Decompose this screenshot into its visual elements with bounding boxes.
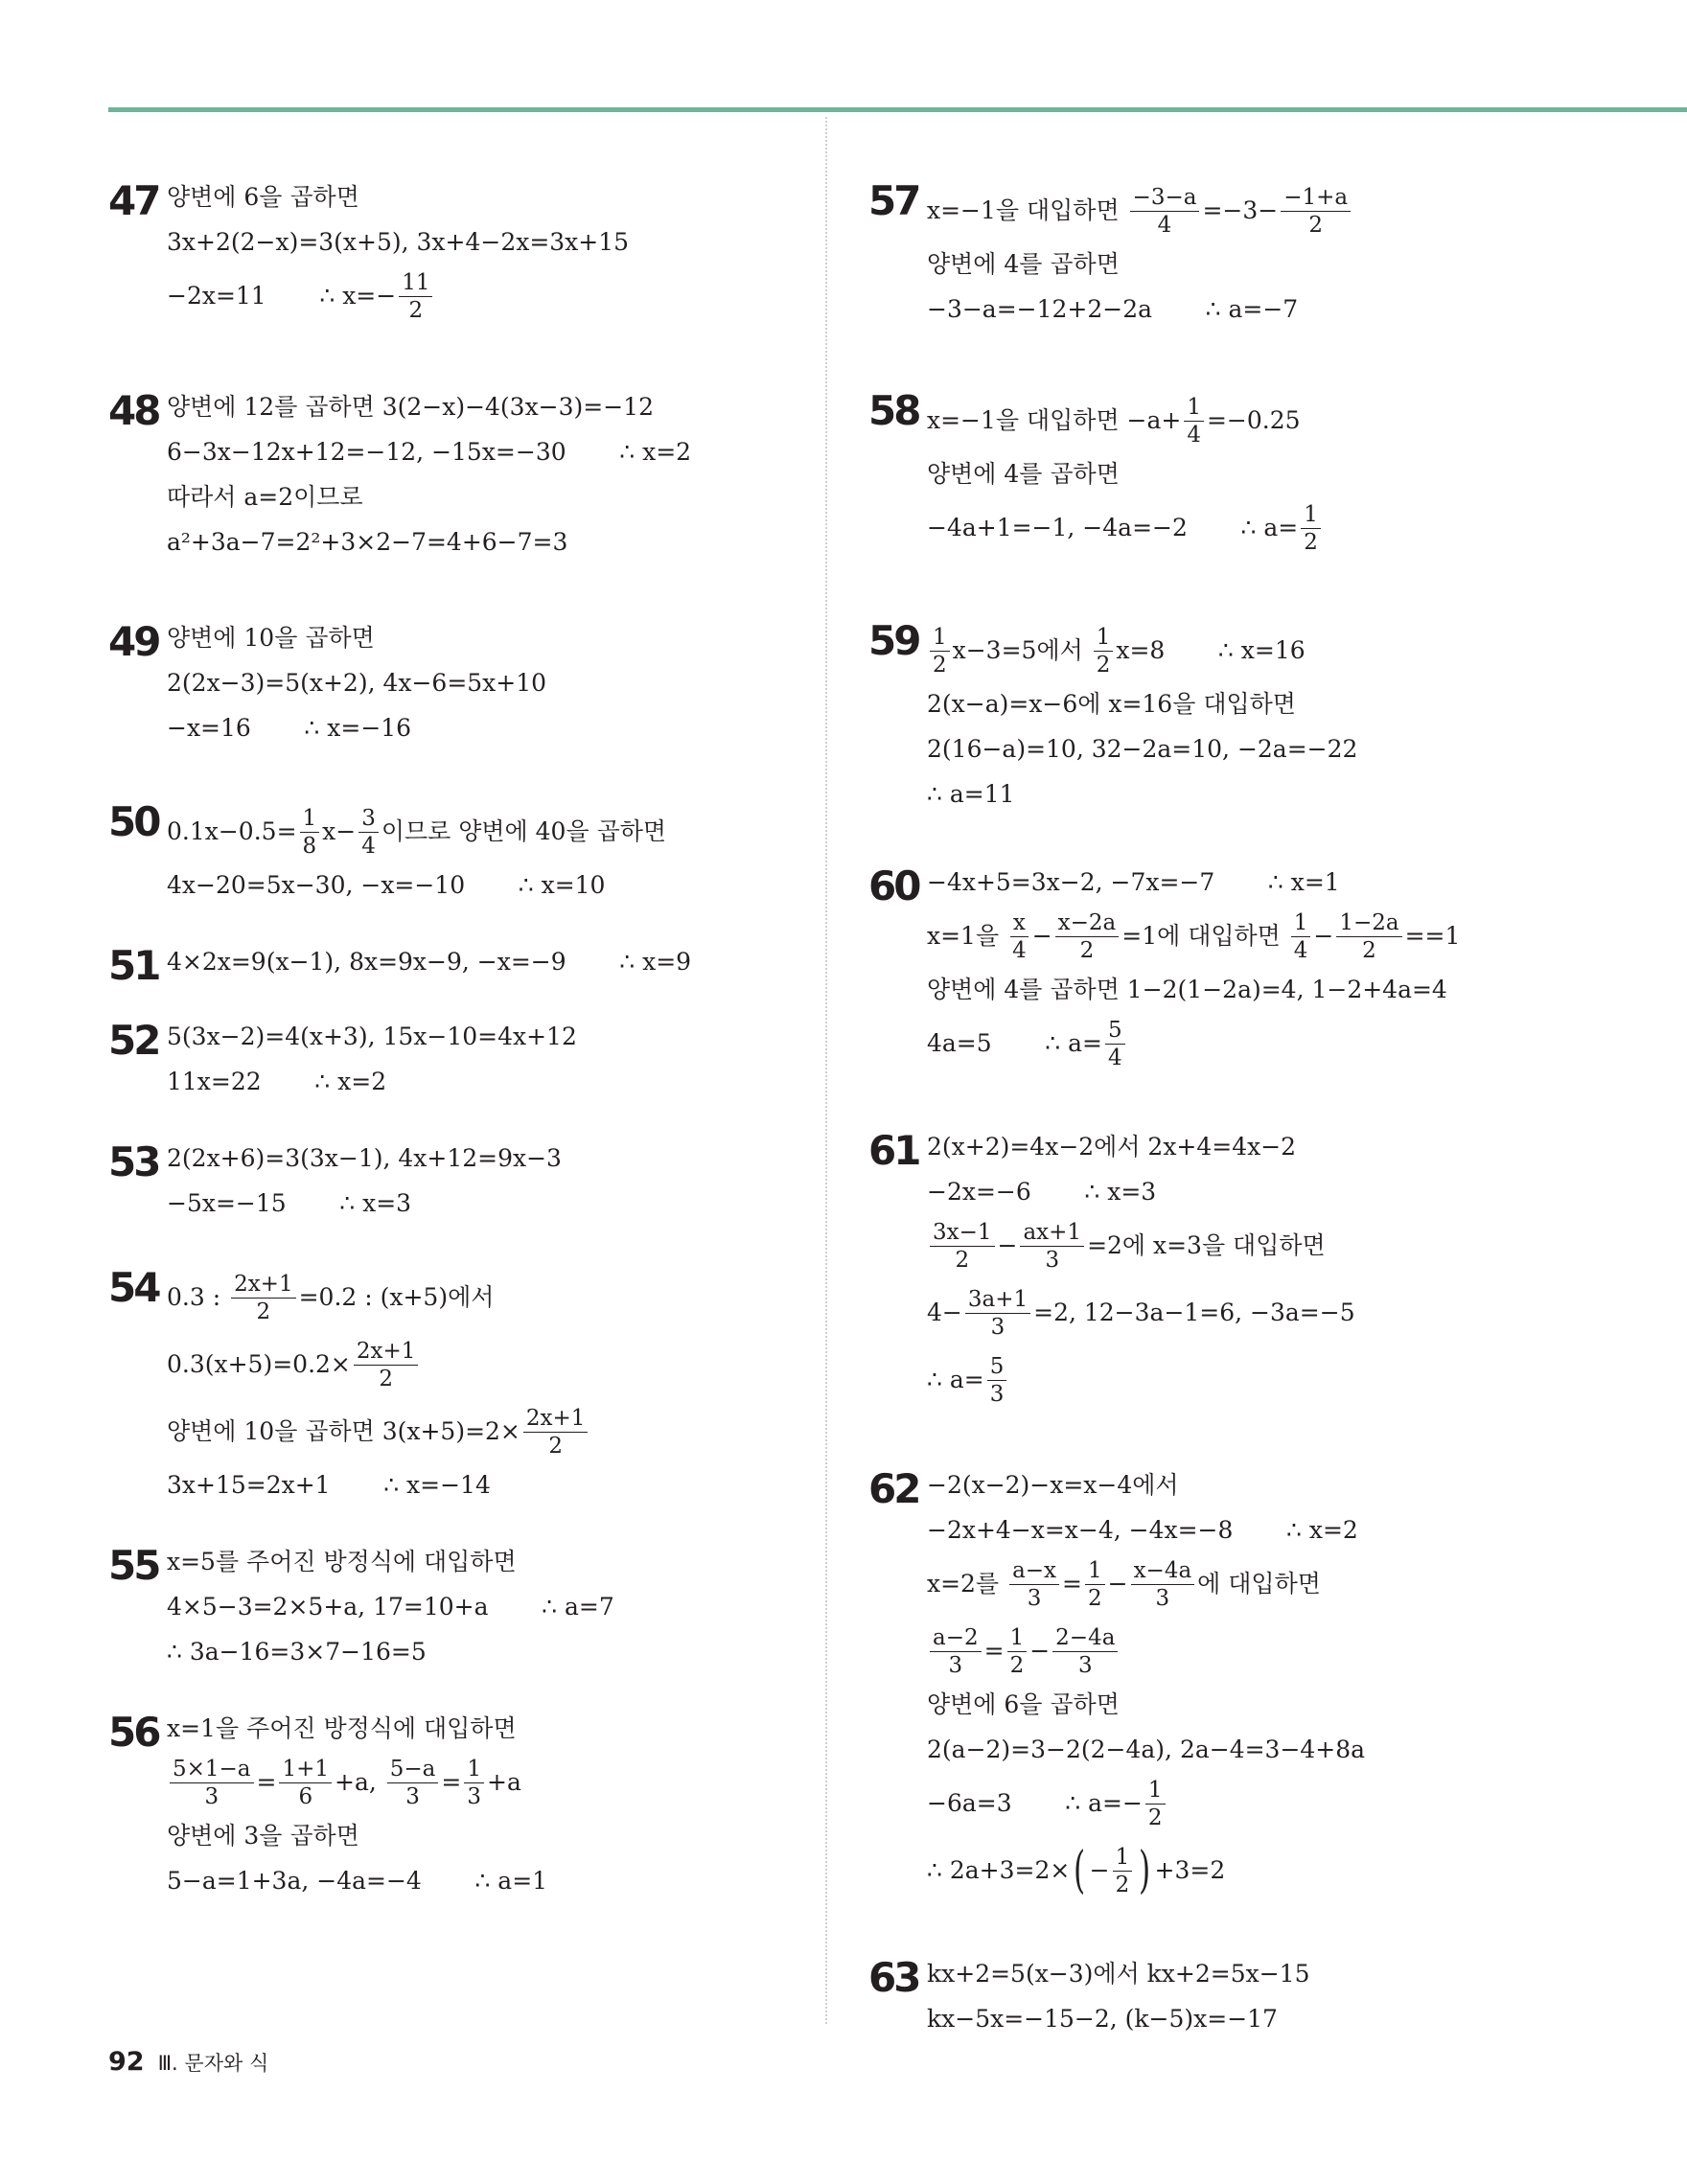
solution-line — [167, 182, 808, 213]
math-text: 양변에 4를 곱하면 1−2(1−2a)=4, 1−2+4a=4 — [927, 976, 1447, 1003]
problem-48 — [108, 387, 808, 558]
fraction — [1009, 911, 1029, 962]
fraction — [930, 1626, 982, 1677]
solution-line — [167, 437, 808, 468]
fraction — [1009, 1559, 1059, 1610]
problem-number: 58 — [868, 387, 919, 434]
problem-51 — [108, 942, 808, 989]
problem-number: 56 — [108, 1709, 159, 1756]
fraction — [1145, 1779, 1166, 1829]
solution-line — [927, 779, 1645, 810]
fraction-denominator: 2 — [1115, 1872, 1130, 1897]
math-text: 에 대입하면 — [1197, 1570, 1321, 1598]
fraction-numerator: 5×1−a — [170, 1758, 254, 1783]
math-text: x=−1을 대입하면 — [927, 196, 1127, 224]
solution-line — [927, 1555, 1645, 1613]
math-text: 2(2x−3)=5(x+2), 4x−6=5x+10 — [167, 669, 547, 697]
fraction-denominator: 2 — [1079, 937, 1095, 963]
math-text: 3x+2(2−x)=3(x+5), 3x+4−2x=3x+15 — [167, 228, 630, 256]
math-text: −2x=11 ∴ x=− — [167, 282, 397, 310]
solution-line — [927, 459, 1645, 490]
fraction — [1301, 503, 1321, 554]
fraction-denominator: 3 — [1045, 1247, 1060, 1273]
solution-line — [167, 1754, 808, 1811]
fraction — [1184, 396, 1204, 447]
problem-59 — [868, 617, 1645, 810]
fraction-numerator: 1 — [1007, 1626, 1028, 1652]
big-parenthesis: ) — [1139, 1842, 1151, 1899]
fraction-numerator: 1 — [1301, 503, 1321, 529]
solution-line — [167, 392, 808, 423]
problem-56 — [108, 1709, 808, 1897]
math-text: −x=16 ∴ x=−16 — [167, 714, 412, 742]
fraction-denominator: 2 — [1362, 937, 1376, 963]
solution-line — [927, 392, 1645, 449]
math-text: − — [1107, 1570, 1128, 1598]
math-text: x=5를 주어진 방정식에 대입하면 — [167, 1548, 517, 1575]
solution-line — [167, 947, 808, 977]
solution-line — [927, 908, 1645, 965]
math-text: 양변에 4를 곱하면 — [927, 460, 1120, 488]
problem-number: 61 — [868, 1127, 919, 1174]
fraction-numerator: 1 — [1145, 1779, 1166, 1805]
solution-line — [927, 1351, 1645, 1409]
problem-60 — [868, 862, 1645, 1072]
math-text: − — [997, 1231, 1018, 1259]
math-text: 양변에 10을 곱하면 — [167, 624, 375, 652]
math-text: 5(3x−2)=4(x+3), 15x−10=4x+12 — [167, 1023, 577, 1050]
fraction-denominator: 2 — [933, 652, 947, 678]
math-text: −2x+4−x=x−4, −4x=−8 ∴ x=2 — [927, 1516, 1358, 1544]
fraction — [1291, 911, 1311, 962]
fraction-numerator: −1+a — [1281, 186, 1351, 212]
math-text: 양변에 12를 곱하면 3(2−x)−4(3x−3)=−12 — [167, 393, 654, 421]
problem-47 — [108, 177, 808, 325]
math-text: 2(a−2)=3−2(2−4a), 2a−4=3−4+8a — [927, 1736, 1366, 1763]
fraction-numerator: 1 — [464, 1758, 484, 1783]
math-text: 양변에 6을 곱하면 — [167, 183, 359, 211]
fraction-numerator: x — [1010, 911, 1028, 937]
solution-line — [167, 1713, 808, 1744]
solution-line — [927, 1015, 1645, 1072]
math-text: ∴ 2a+3=2× — [927, 1856, 1071, 1884]
solution-line — [927, 1842, 1645, 1899]
math-text: 0.1x−0.5= — [167, 817, 297, 845]
solution-line — [927, 1177, 1645, 1207]
problem-number: 63 — [868, 1954, 919, 2001]
page-number: 92 — [108, 2047, 145, 2077]
solution-line — [927, 1470, 1645, 1501]
math-text: −2(x−2)−x=x−4에서 — [927, 1471, 1179, 1499]
math-text: 0.3(x+5)=0.2× — [167, 1350, 351, 1378]
fraction-numerator: 5−a — [387, 1758, 439, 1783]
math-text: −3−a=−12+2−2a ∴ a=−7 — [927, 295, 1299, 323]
fraction — [1131, 1559, 1195, 1610]
fraction-numerator: 3x−1 — [930, 1221, 995, 1247]
fraction-numerator: 3 — [358, 807, 379, 833]
solution-line — [927, 1735, 1645, 1765]
math-text: −5x=−15 ∴ x=3 — [167, 1189, 412, 1217]
fraction-denominator: 3 — [1155, 1585, 1170, 1611]
fraction-numerator: 2−4a — [1052, 1626, 1118, 1652]
fraction — [1052, 1626, 1118, 1677]
fraction-denominator: 4 — [1187, 422, 1201, 448]
fraction — [965, 1288, 1030, 1339]
right-column — [868, 177, 1645, 2035]
fraction-denominator: 4 — [1157, 212, 1172, 238]
fraction-denominator: 2 — [1009, 1652, 1025, 1678]
fraction-numerator: 1 — [1094, 626, 1114, 652]
problem-number: 52 — [108, 1017, 159, 1064]
math-text: 양변에 10을 곱하면 3(x+5)=2× — [167, 1417, 520, 1445]
fraction-numerator: 1 — [1291, 911, 1311, 937]
fraction-denominator: 2 — [256, 1299, 271, 1324]
fraction-numerator: −3−a — [1130, 186, 1200, 212]
problem-57 — [868, 177, 1645, 325]
math-text: =2, 12−3a−1=6, −3a=−5 — [1033, 1299, 1355, 1326]
solution-line — [167, 870, 808, 901]
fraction-denominator: 3 — [405, 1783, 420, 1809]
problem-58 — [868, 387, 1645, 557]
math-text: kx−5x=−15−2, (k−5)x=−17 — [927, 2005, 1278, 2033]
fraction-denominator: 2 — [955, 1247, 970, 1273]
page-footer — [108, 2047, 268, 2077]
solution-line — [927, 689, 1645, 720]
math-text: ∴ a= — [927, 1366, 984, 1393]
top-rule — [108, 107, 1687, 112]
math-text: = — [441, 1768, 462, 1796]
fraction — [300, 807, 320, 858]
solution-line — [167, 1067, 808, 1097]
solution-line — [927, 499, 1645, 557]
math-text: 4×2x=9(x−1), 8x=9x−9, −x=−9 ∴ x=9 — [167, 948, 692, 976]
fraction — [464, 1758, 484, 1808]
fraction-denominator: 3 — [990, 1314, 1005, 1340]
solution-line — [167, 1866, 808, 1897]
fraction-denominator: 3 — [948, 1652, 963, 1678]
fraction — [354, 1340, 419, 1391]
problem-55 — [108, 1542, 808, 1667]
fraction-denominator: 6 — [298, 1783, 313, 1809]
problem-54 — [108, 1264, 808, 1501]
math-text: a²+3a−7=2²+3×2−7=4+6−7=3 — [167, 528, 568, 556]
fraction — [1085, 1559, 1105, 1610]
fraction — [1020, 1221, 1084, 1272]
fraction-denominator: 3 — [467, 1783, 481, 1809]
fraction-denominator: 2 — [1096, 652, 1111, 678]
fraction — [1007, 1626, 1028, 1677]
fraction — [987, 1355, 1007, 1406]
math-text: −6a=3 ∴ a=− — [927, 1789, 1143, 1817]
math-text: =0.2 : (x+5)에서 — [298, 1283, 495, 1311]
math-text: =−3− — [1202, 196, 1279, 224]
fraction-denominator: 2 — [1304, 529, 1318, 555]
fraction — [231, 1273, 296, 1323]
math-text: kx+2=5(x−3)에서 kx+2=5x−15 — [927, 1960, 1310, 1988]
math-text: − — [1029, 1637, 1051, 1665]
math-text: 4×5−3=2×5+a, 17=10+a ∴ a=7 — [167, 1593, 614, 1621]
fraction — [930, 626, 950, 677]
problem-number: 54 — [108, 1264, 159, 1311]
solution-line — [167, 1022, 808, 1052]
problem-49 — [108, 618, 808, 744]
fraction-numerator: 1+1 — [279, 1758, 332, 1783]
math-text: 2(16−a)=10, 32−2a=10, −2a=−22 — [927, 735, 1358, 763]
solution-line — [167, 668, 808, 699]
math-text: +a — [487, 1768, 521, 1796]
fraction-denominator: 2 — [548, 1433, 563, 1459]
fraction-denominator: 4 — [1293, 937, 1308, 963]
problem-52 — [108, 1017, 808, 1097]
solution-line — [167, 1547, 808, 1577]
fraction-denominator: 3 — [204, 1783, 220, 1809]
solution-line — [167, 1403, 808, 1460]
fraction — [1055, 911, 1120, 962]
solution-line — [927, 249, 1645, 280]
fraction — [1130, 186, 1200, 237]
math-text: 2(x+2)=4x−2에서 2x+4=4x−2 — [927, 1133, 1297, 1161]
solution-line — [927, 734, 1645, 765]
math-text: x=1을 — [927, 922, 1007, 950]
math-text: x−3=5에서 — [952, 636, 1091, 664]
math-text: 양변에 3을 곱하면 — [167, 1822, 359, 1850]
problem-number: 51 — [108, 942, 159, 989]
problem-50 — [108, 798, 808, 901]
math-text: 2(2x+6)=3(3x−1), 4x+12=9x−3 — [167, 1144, 562, 1172]
fraction-numerator: ax+1 — [1020, 1221, 1084, 1247]
math-text: 2(x−a)=x−6에 x=16을 대입하면 — [927, 690, 1296, 718]
solution-line — [167, 227, 808, 258]
problem-62 — [868, 1465, 1645, 1899]
fraction — [1281, 186, 1351, 237]
math-text: 11x=22 ∴ x=2 — [167, 1068, 387, 1095]
solution-line — [927, 1775, 1645, 1832]
solution-line — [167, 623, 808, 654]
solution-line — [167, 1821, 808, 1851]
math-text: = — [983, 1637, 1005, 1665]
fraction-numerator: 11 — [399, 271, 432, 297]
fraction-numerator: 2x+1 — [354, 1340, 419, 1366]
big-parenthesis: ( — [1074, 1842, 1086, 1899]
solution-line — [167, 527, 808, 558]
problem-number: 49 — [108, 618, 159, 665]
math-text: x− — [322, 817, 357, 845]
fraction-numerator: a−x — [1009, 1559, 1059, 1585]
math-text: −4x+5=3x−2, −7x=−7 ∴ x=1 — [927, 868, 1340, 896]
solution-line — [167, 267, 808, 325]
solution-line — [927, 182, 1645, 240]
fraction-denominator: 4 — [1012, 937, 1027, 963]
math-text: x=8 ∴ x=16 — [1116, 636, 1306, 664]
fraction-numerator: x−4a — [1131, 1559, 1195, 1585]
solution-line — [927, 622, 1645, 679]
math-text: 따라서 a=2이므로 — [167, 483, 363, 511]
solution-line — [927, 975, 1645, 1005]
solution-line — [167, 1470, 808, 1501]
fraction-denominator: 2 — [1147, 1805, 1163, 1830]
fraction-denominator: 3 — [1077, 1652, 1093, 1678]
problem-number: 62 — [868, 1465, 919, 1512]
fraction-numerator: 3a+1 — [965, 1288, 1030, 1314]
math-text: ==1 — [1404, 922, 1461, 950]
math-text: −4a+1=−1, −4a=−2 ∴ a= — [927, 514, 1299, 541]
problem-number: 48 — [108, 387, 159, 434]
solution-line — [927, 1959, 1645, 1989]
solution-line — [927, 1690, 1645, 1720]
solution-line — [927, 1217, 1645, 1275]
math-text: x=−1을 대입하면 −a+ — [927, 406, 1182, 434]
problem-number: 53 — [108, 1138, 159, 1185]
fraction-numerator: 1 — [1085, 1559, 1105, 1585]
fraction-numerator: 1 — [300, 807, 320, 833]
fraction-numerator: 2x+1 — [231, 1273, 296, 1299]
problem-number: 59 — [868, 617, 919, 664]
fraction-numerator: x−2a — [1055, 911, 1120, 937]
fraction — [387, 1758, 439, 1808]
fraction — [1094, 626, 1114, 677]
fraction-numerator: 1 — [1113, 1846, 1133, 1872]
fraction — [523, 1407, 589, 1458]
math-text: =2에 x=3을 대입하면 — [1087, 1231, 1326, 1259]
math-text: 5−a=1+3a, −4a=−4 ∴ a=1 — [167, 1867, 548, 1895]
fraction-numerator: 1 — [1184, 396, 1204, 422]
problem-number: 50 — [108, 798, 159, 845]
fraction-denominator: 2 — [379, 1366, 393, 1391]
fraction — [279, 1758, 332, 1808]
fraction-denominator: 8 — [302, 833, 317, 859]
math-text: − — [1089, 1856, 1110, 1884]
solution-line — [167, 482, 808, 513]
fraction — [1336, 911, 1401, 962]
solution-line — [167, 713, 808, 744]
fraction-numerator: 5 — [987, 1355, 1007, 1381]
fraction — [1105, 1019, 1125, 1069]
math-text: 4a=5 ∴ a= — [927, 1029, 1102, 1057]
fraction-denominator: 4 — [1108, 1045, 1122, 1070]
math-text: 양변에 6을 곱하면 — [927, 1690, 1120, 1718]
math-text: ∴ 3a−16=3×7−16=5 — [167, 1638, 427, 1666]
fraction-denominator: 3 — [1027, 1585, 1042, 1611]
problem-63 — [868, 1954, 1645, 2035]
math-text: 이므로 양변에 40을 곱하면 — [381, 817, 666, 845]
problem-61 — [868, 1127, 1645, 1409]
math-text: ∴ a=11 — [927, 780, 1015, 808]
fraction — [170, 1758, 254, 1808]
fraction — [930, 1221, 995, 1272]
problem-53 — [108, 1138, 808, 1219]
solution-line — [927, 1622, 1645, 1680]
math-text: 0.3 : — [167, 1283, 229, 1311]
fraction-denominator: 2 — [1308, 212, 1323, 238]
solution-line — [167, 1637, 808, 1667]
math-text: − — [1313, 922, 1334, 950]
section-title: Ⅲ. 문자와 식 — [157, 2052, 269, 2075]
math-text: − — [1031, 922, 1052, 950]
fraction — [399, 271, 432, 322]
math-text: +a, — [335, 1768, 384, 1796]
solution-line — [167, 1269, 808, 1326]
fraction-denominator: 2 — [1087, 1585, 1102, 1611]
fraction-denominator: 3 — [989, 1381, 1005, 1407]
solution-line — [927, 867, 1645, 898]
fraction-numerator: 1−2a — [1336, 911, 1401, 937]
solution-line — [927, 294, 1645, 325]
solution-line — [927, 2004, 1645, 2035]
solution-line — [167, 1336, 808, 1393]
math-text: =−0.25 — [1206, 406, 1301, 434]
math-text: 3x+15=2x+1 ∴ x=−14 — [167, 1471, 491, 1499]
math-text: 6−3x−12x+12=−12, −15x=−30 ∴ x=2 — [167, 438, 692, 466]
solution-line — [167, 1592, 808, 1622]
fraction-numerator: 2x+1 — [523, 1407, 589, 1433]
fraction-denominator: 2 — [408, 297, 424, 323]
solution-line — [927, 1132, 1645, 1162]
solution-line — [167, 803, 808, 861]
math-text: −2x=−6 ∴ x=3 — [927, 1178, 1157, 1206]
problem-number: 47 — [108, 177, 159, 224]
fraction-numerator: 5 — [1105, 1019, 1125, 1045]
math-text: x=2를 — [927, 1570, 1007, 1598]
solution-line — [167, 1143, 808, 1174]
solution-line — [167, 1188, 808, 1219]
left-column — [108, 177, 808, 1897]
fraction-numerator: 1 — [930, 626, 950, 652]
problem-number: 55 — [108, 1542, 159, 1589]
math-text: =1에 대입하면 — [1121, 922, 1288, 950]
fraction — [358, 807, 379, 858]
problem-number: 60 — [868, 862, 919, 909]
math-text: x=1을 주어진 방정식에 대입하면 — [167, 1714, 517, 1742]
solution-line — [927, 1515, 1645, 1546]
math-text: 4− — [927, 1299, 962, 1326]
solution-line — [927, 1284, 1645, 1342]
math-text: = — [256, 1768, 277, 1796]
math-text: +3=2 — [1154, 1856, 1226, 1884]
problem-number: 57 — [868, 177, 919, 224]
fraction-numerator: a−2 — [930, 1626, 982, 1652]
fraction-denominator: 4 — [361, 833, 376, 859]
column-divider — [825, 117, 827, 2024]
math-text: 4x−20=5x−30, −x=−10 ∴ x=10 — [167, 871, 606, 899]
math-text: = — [1062, 1570, 1082, 1598]
math-text: 양변에 4를 곱하면 — [927, 250, 1120, 278]
fraction — [1113, 1846, 1133, 1897]
